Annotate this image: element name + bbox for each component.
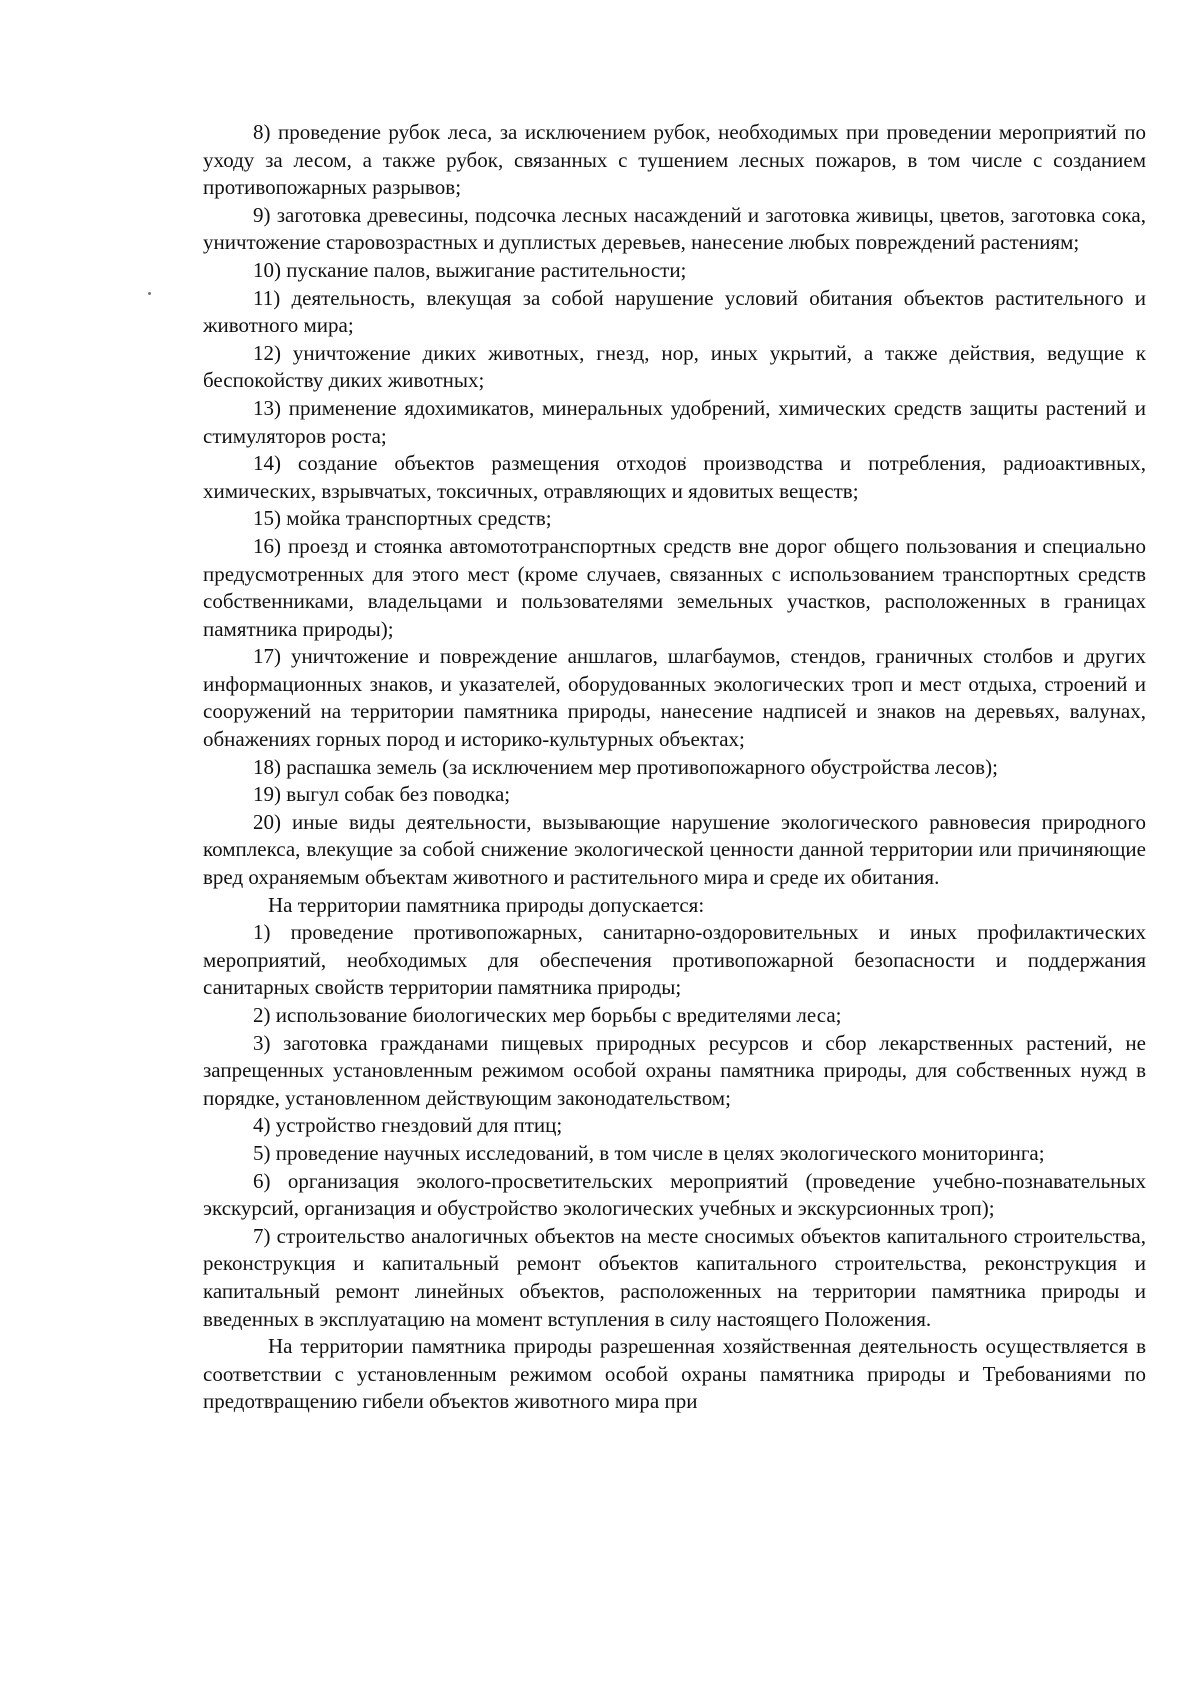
list-item: 5) проведение научных исследований, в том числе в целях экологического мониторинга; <box>253 1140 1045 1165</box>
list-item: 14) создание объектов размещения отходов производства и потребления, радиоактивных, химических, взрывчатых, токсичных, отравляющих и ядовитых веществ; <box>203 451 1146 503</box>
list-item: 1) проведение противопожарных, санитарно-оздоровительных и иных профилактических мероприятий, необходимых для обеспечения противопожарной безопасности и поддержания санитарных свойств территории памятника природы; <box>203 920 1146 1000</box>
list-item: 17) уничтожение и повреждение аншлагов, шлагбаумов, стендов, граничных столбов и других информационных знаков, и указателей, оборудованных экологических троп и мест отдыха, строений и сооружений на территории памятника природы, нанесение надписей и знаков на деревьях, валунах, обнажениях горных пород и историко-культурных объектах; <box>203 644 1146 752</box>
list-item: 19) выгул собак без поводка; <box>253 782 511 807</box>
list-item: 20) иные виды деятельности, вызывающие нарушение экологического равновесия природного комплекса, влекущие за собой снижение экологической ценности данной территории или причиняющие вред охраняемым объектам животного и растительного мира и среде их обитания. <box>203 809 1146 890</box>
section-heading: На территории памятника природы допускается: <box>268 892 705 917</box>
document-body <box>203 119 1146 1416</box>
list-item: 9) заготовка древесины, подсочка лесных насаждений и заготовка живицы, цветов, заготовка сока, уничтожение старовозрастных и дуплистых деревьев, нанесение любых повреждений растениям; <box>203 202 1146 255</box>
list-item: 7) строительство аналогичных объектов на месте сносимых объектов капитального строительства, реконструкция и капитальный ремонт объектов капитального строительства, реконструкция и капитальный ремонт линейных объектов, расположенных на территории памятника природы и введенных в эксплуатацию на момент вступления в силу настоящего Положения. <box>203 1223 1146 1331</box>
list-item: 11) деятельность, влекущая за собой нарушение условий обитания объектов растительного и животного мира; <box>203 285 1146 338</box>
list-item: 8) проведение рубок леса, за исключением рубок, необходимых при проведении мероприятий по уходу за лесом, а также рубок, связанных с тушением лесных пожаров, в том числе с созданием противопожарных разрывов; <box>203 120 1146 200</box>
closing-paragraph: На территории памятника природы разрешенная хозяйственная деятельность осуществляется в соответствии с установленным режимом особой охраны памятника природы и Требованиями по предотвращению гибели объектов животного мира при <box>203 1334 1146 1414</box>
scan-speck <box>148 292 151 295</box>
list-item: 12) уничтожение диких животных, гнезд, нор, иных укрытий, а также действия, ведущие к беспокойству диких животных; <box>203 340 1146 393</box>
list-item: 2) использование биологических мер борьбы с вредителями леса; <box>253 1003 842 1027</box>
list-item: 3) заготовка гражданами пищевых природных ресурсов и сбор лекарственных растений, не запрещенных установленным режимом особой охраны памятника природы, для собственных нужд в порядке, установленном действующим законодательством; <box>203 1030 1146 1110</box>
list-item: 18) распашка земель (за исключением мер противопожарного обустройства лесов); <box>253 754 998 779</box>
list-item: 13) применение ядохимикатов, минеральных удобрений, химических средств защиты растений и стимуляторов роста; <box>203 395 1146 448</box>
list-item: 10) пускание палов, выжигание растительности; <box>253 257 687 282</box>
list-item: 6) организация эколого-просветительских мероприятий (проведение учебно-познавательных экскурсий, организация и обустройство экологических учебных и экскурсионных троп); <box>203 1168 1146 1221</box>
list-item: 15) мойка транспортных средств; <box>253 506 552 531</box>
list-item: 4) устройство гнездовий для птиц; <box>253 1113 563 1138</box>
list-item: 16) проезд и стоянка автомототранспортных средств вне дорог общего пользования и специально предусмотренных для этого мест (кроме случаев, связанных с использованием транспортных средств собственниками, владельцами и пользователями земельных участков, расположенных в границах памятника природы); <box>203 533 1146 641</box>
